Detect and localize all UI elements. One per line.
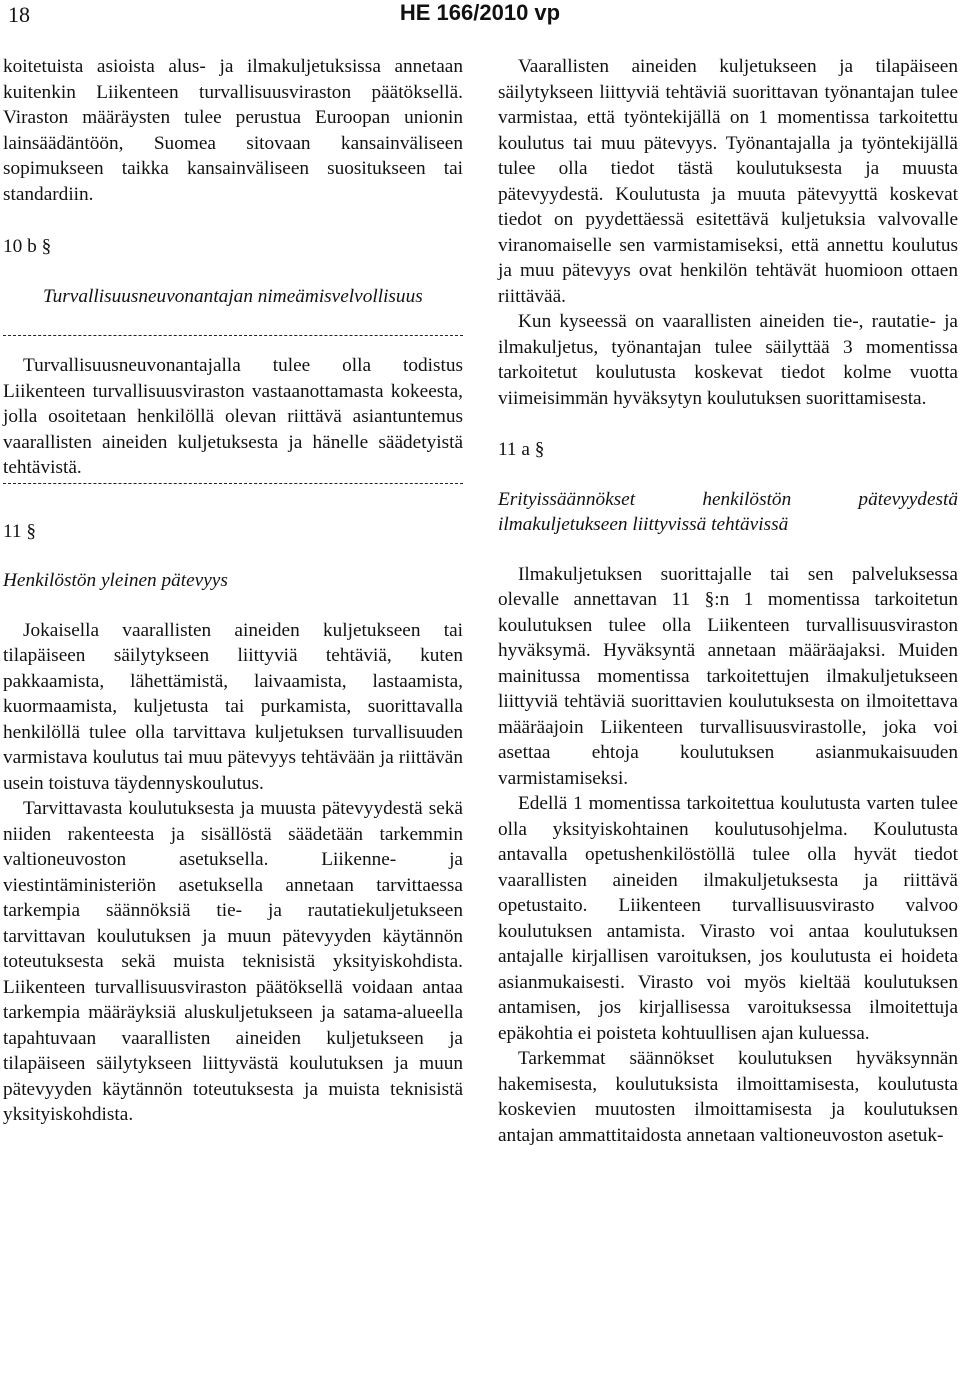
section-number: 11 a § [498, 439, 545, 460]
paragraph: Jokaisella vaarallisten aineiden kuljetukseen tai tilapäiseen säilytykseen liittyviä tehtäviä, kuten pakkaamista, lähettämistä, laivaamista, lastaamista, kuormaamista, kuljetusta tai purkamista, suorittavalla henkilöllä tulee olla tarvittava kuljetuksen turvallisuuden varmistava koulutus tai muu pätevyys tehtävään ja riittävän usein toistuva täydennyskoulutus. [3, 619, 463, 794]
section-title: Erityissäännökset henkilöstön pätevyydestä ilmakuljetukseen liittyvissä tehtävissä [498, 488, 958, 535]
omission-line [3, 483, 463, 493]
left-column [3, 54, 463, 1128]
paragraph: Turvallisuusneuvonantajalla tulee olla todistus Liikenteen turvallisuusviraston vastaanottamasta kokeesta, jolla osoitetaan henkilöllä olevan riittävä asiantuntemus vaarallisten aineiden kuljetuksesta ja hänelle säädetyistä tehtävistä. [3, 355, 463, 478]
document-id: HE 166/2010 vp [399, 0, 561, 25]
section-number: 11 § [3, 520, 37, 542]
paragraph: koitetuista asioista alus- ja ilmakuljetuksissa annetaan kuitenkin Liikenteen turvallisuusviraston päätöksellä. Viraston määräysten tulee perustua Euroopan unionin lainsäädäntöön, Suomea sitovaan kansainväliseen sopimukseen taikka kansainväliseen suositukseen tai standardiin. [3, 56, 463, 205]
section-title: Henkilöstön yleinen pätevyys [3, 570, 228, 591]
paragraph: Edellä 1 momentissa tarkoitettua koulutusta varten tulee olla yksityiskohtainen koulutusohjelma. Koulutusta antavalla opetushenkilöstöllä tulee olla hyvät tiedot vaarallisten aineiden ilmakuljetuksesta ja riittävä opetustaito. Liikenteen turvallisuusvirasto valvoo koulutuksen antamista. Virasto voi antaa koulutuksen antajalle kirjallisen varoituksen, jos koulutusta ei hoideta asianmukaisesti. Virasto voi myös kieltää koulutuksen antamisen, jos kirjallisessa varoituksessa ilmoitettuja epäkohtia ei poisteta kohtuullisen ajan kuluessa. [498, 793, 958, 1044]
right-column [498, 54, 958, 1148]
page-header [0, 0, 960, 40]
section-title: Turvallisuusneuvonantajan nimeämisvelvollisuus [43, 285, 423, 307]
paragraph: Tarkemmat säännökset koulutuksen hyväksynnän hakemisesta, koulutuksista ilmoittamisesta, koulutusta koskevien muutosten ilmoittamisesta ja koulutuksen antajan ammattitaidosta annetaan valtioneuvoston asetuk- [498, 1048, 958, 1146]
omission-line [3, 335, 463, 345]
section-number: 10 b § [3, 236, 52, 257]
paragraph: Tarvittavasta koulutuksesta ja muusta pätevyydestä sekä niiden rakenteesta ja sisällöstä säädetään tarkemmin valtioneuvoston asetuksella. Liikenne- ja viestintäministeriön asetuksella annetaan tarvittaessa tarkempia säännöksiä tie- ja rautatiekuljetukseen tarvittavan koulutuksen ja muun pätevyyden käytännön toteutuksesta sekä muista teknisistä yksityiskohdista. Liikenteen turvallisuusviraston päätöksellä voidaan antaa tarkempia määräyksiä aluskuljetukseen ja satama-alueella tapahtuvaan vaarallisten aineiden kuljetukseen ja tilapäiseen säilytykseen liittyvästä koulutuksen ja muun pätevyyden käytännön toteutuksesta ja muista teknisistä yksityiskohdista. [3, 798, 463, 1125]
paragraph: Ilmakuljetuksen suorittajalle tai sen palveluksessa olevalle annettavan 11 §:n 1 momentissa tarkoitetun koulutuksen tulee olla Liikenteen turvallisuusviraston hyväksymä. Hyväksyntä annetaan määräajaksi. Muiden mainitussa momentissa tarkoitettujen ilmakuljetukseen liittyviä tehtäviä suorittavien koulutuksesta on ilmoitettava määräajoin Liikenteen turvallisuusvirastolle, joka voi asettaa ehtoja koulutuksen asianmukaisuuden varmistamiseksi. [498, 563, 958, 789]
paragraph: Kun kyseessä on vaarallisten aineiden tie-, rautatie- ja ilmakuljetus, työnantajan tulee säilyttää 3 momentissa tarkoitetut koulutusta koskevat tiedot kolme vuotta viimeisimmän hyväksytyn koulutuksen suorittamisesta. [498, 311, 958, 409]
paragraph: Vaarallisten aineiden kuljetukseen ja tilapäiseen säilytykseen liittyviä tehtäviä suorittavan työnantajan tulee varmistaa, että työntekijällä on 1 momentissa tarkoitettu koulutus tai muu pätevyys. Työnantajalla ja työntekijällä tulee olla tiedot tästä koulutuksesta ja muusta pätevyydestä. Koulutusta ja muuta pätevyyttä koskevat tiedot on pyydettäessä esitettävä kuljetuksia valvovalle viranomaiselle sen varmistamiseksi, että annettu koulutus ja muu pätevyys ovat henkilön tehtävät huomioon ottaen riittävää. [498, 56, 958, 307]
page-number: 18 [8, 2, 30, 27]
